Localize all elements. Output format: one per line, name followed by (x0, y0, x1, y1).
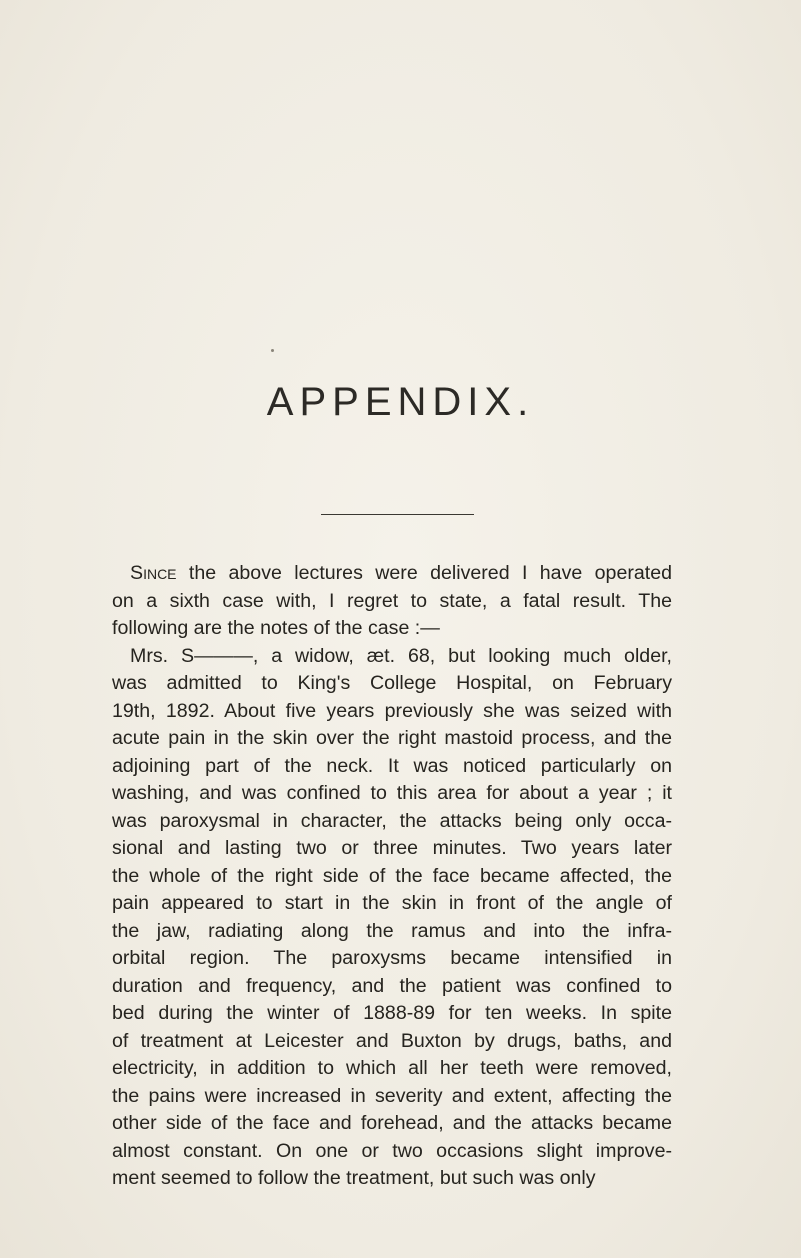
text-line: electricity, in addition to which all her teeth were removed, (112, 1057, 672, 1079)
text-line: was paroxysmal in character, the attacks being only occa- (112, 809, 672, 832)
text-line (112, 560, 672, 588)
text-line: sional and lasting two or three minutes. Two years later (112, 837, 672, 859)
text-line: Mrs. S———, a widow, æt. 68, but looking much older, (130, 644, 672, 667)
text-line: the jaw, radiating along the ramus and into the infra- (112, 919, 672, 942)
text-line: bed during the winter of 1888-89 for ten weeks. In spite (112, 1002, 672, 1024)
text-line: almost constant. On one or two occasions slight improve- (112, 1139, 672, 1162)
text-line: was admitted to King's College Hospital, on February (112, 672, 672, 694)
text-line: on a sixth case with, I regret to state, a fatal result. The (112, 589, 672, 612)
text-line: other side of the face and forehead, and the attacks became (112, 1112, 672, 1134)
text-line: of treatment at Leicester and Buxton by drugs, baths, and (112, 1029, 672, 1052)
text-line: the pains were increased in severity and extent, affecting the (112, 1084, 672, 1107)
text-line: acute pain in the skin over the right mastoid process, and the (112, 727, 672, 749)
paper-speck (271, 349, 274, 352)
text-line: orbital region. The paroxysms became intensified in (112, 947, 672, 969)
text-line: following are the notes of the case :— (112, 617, 440, 639)
text-line: washing, and was confined to this area for about a year ; it (112, 782, 672, 804)
text-line: the whole of the right side of the face became affected, the (112, 864, 672, 887)
text-line: adjoining part of the neck. It was noticed particularly on (112, 754, 672, 777)
lead-rest: the above lectures were delivered I have operated (176, 562, 672, 584)
lead-word: Since (130, 562, 177, 584)
body-text (112, 560, 672, 1193)
text-line: 19th, 1892. About five years previously she was seized with (112, 699, 672, 722)
text-line: duration and frequency, and the patient was confined to (112, 974, 672, 997)
text-line: ment seemed to follow the treatment, but such was only (112, 1167, 596, 1189)
title-rule (321, 514, 474, 515)
text-line: pain appeared to start in the skin in front of the angle of (112, 892, 672, 914)
page-title: APPENDIX. (266, 380, 535, 424)
